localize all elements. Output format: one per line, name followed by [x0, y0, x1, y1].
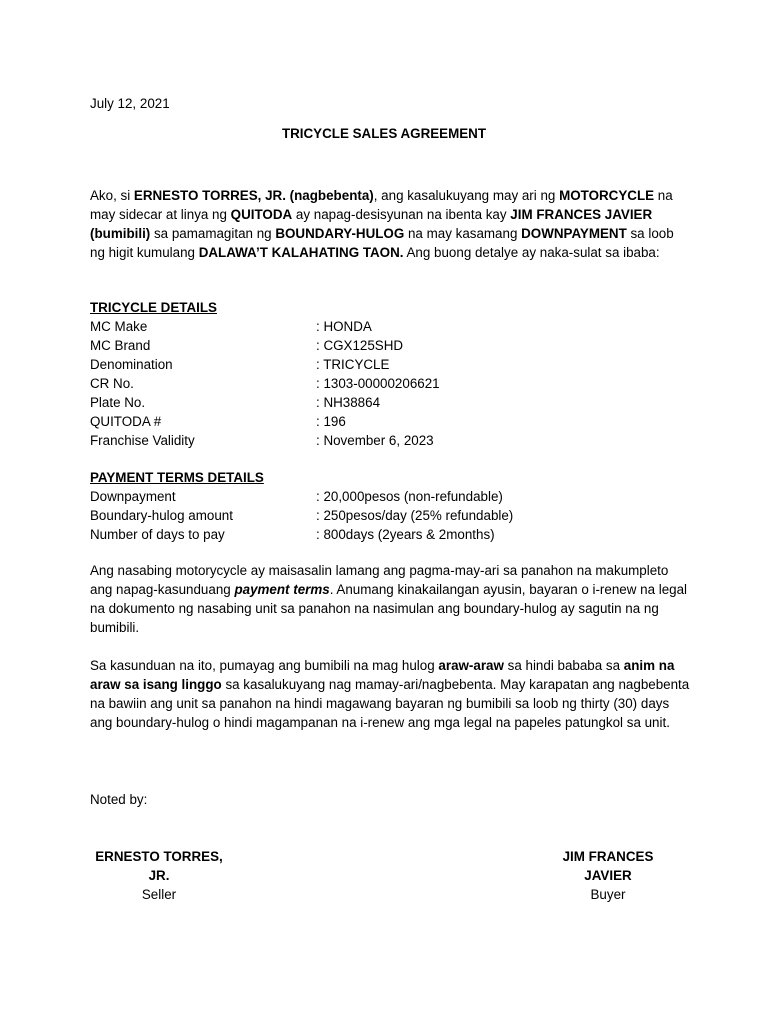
detail-row [90, 355, 690, 374]
detail-value: : HONDA [316, 319, 372, 334]
detail-label: MC Make [90, 319, 148, 334]
detail-row [90, 506, 690, 525]
agreement-paragraph [90, 656, 690, 732]
buyer-signature-block [538, 847, 678, 904]
quitoda-bold: QUITODA [230, 207, 293, 222]
transfer-paragraph [90, 561, 690, 637]
buyer-name-bold: JIM FRANCES JAVIER (bumibili) [90, 207, 653, 241]
intro-text: sa pamamagitan ng [150, 226, 276, 241]
tricycle-details-heading: TRICYCLE DETAILS [90, 300, 217, 315]
detail-value: : 196 [316, 414, 346, 429]
intro-text: na may kasamang [404, 226, 522, 241]
detail-label: Number of days to pay [90, 527, 225, 542]
seller-name: ERNESTO TORRES, JR. [95, 849, 223, 883]
noted-by-label: Noted by: [90, 792, 148, 807]
payment-terms-emphasis: payment terms [234, 582, 330, 597]
detail-value: : 20,000pesos (non-refundable) [316, 489, 503, 504]
seller-signature-block [90, 847, 228, 904]
detail-value: : November 6, 2023 [316, 433, 434, 448]
buyer-name: JIM FRANCES JAVIER [562, 849, 654, 883]
boundary-bold: BOUNDARY-HULOG [275, 226, 405, 241]
duration-bold: DALAWA’T KALAHATING TAON. [198, 245, 404, 260]
detail-row [90, 525, 690, 544]
araw-araw-bold: araw-araw [438, 658, 504, 673]
intro-paragraph [90, 186, 690, 262]
detail-value: : 800days (2years & 2months) [316, 527, 495, 542]
payment-details-heading: PAYMENT TERMS DETAILS [90, 470, 264, 485]
detail-row [90, 412, 690, 431]
detail-row [90, 431, 690, 450]
intro-text: na may sidecar at linya ng [90, 188, 673, 222]
detail-value: : 250pesos/day (25% refundable) [316, 508, 514, 523]
intro-text: sa loob ng higit kumulang [90, 226, 674, 260]
anim-na-araw-bold: anim na araw sa isang linggo [90, 658, 675, 692]
tricycle-details-list [90, 317, 690, 450]
detail-row [90, 487, 690, 506]
detail-label: Plate No. [90, 395, 146, 410]
buyer-role: Buyer [590, 887, 626, 902]
detail-value: : NH38864 [316, 395, 381, 410]
document-date: July 12, 2021 [90, 96, 170, 111]
paragraph-text: Ang nasabing motorycycle ay maisasalin lamang ang pagma-may-ari sa panahon na makumpleto ang napag-kasunduang [90, 563, 669, 597]
downpayment-bold: DOWNPAYMENT [521, 226, 627, 241]
intro-text: , ang kasalukuyang may ari ng [373, 188, 560, 203]
intro-text: ay napag-desisyunan na ibenta kay [292, 207, 511, 222]
detail-value: : TRICYCLE [316, 357, 390, 372]
document-title: TRICYCLE SALES AGREEMENT [281, 126, 487, 141]
paragraph-text: sa kasalukuyang nag mamay-ari/nagbebenta. May karapatan ang nagbebenta na bawiin ang unit sa panahon na hindi magawang bayaran ng bumibili sa loob ng thirty (30) days ang boundary-hulog o hindi magampanan na i-renew ang mga legal na papeles patungkol sa unit. [90, 677, 690, 730]
detail-value: : CGX125SHD [316, 338, 404, 353]
seller-role: Seller [141, 887, 177, 902]
detail-label: Boundary-hulog amount [90, 508, 233, 523]
intro-text: Ang buong detalye ay naka-sulat sa ibaba: [403, 245, 660, 260]
detail-label: QUITODA # [90, 414, 162, 429]
seller-name-bold: ERNESTO TORRES, JR. (nagbebenta) [133, 188, 374, 203]
motorcycle-bold: MOTORCYCLE [559, 188, 655, 203]
detail-row [90, 336, 690, 355]
detail-label: Franchise Validity [90, 433, 195, 448]
payment-details-list [90, 487, 690, 544]
detail-row [90, 393, 690, 412]
detail-label: CR No. [90, 376, 134, 391]
paragraph-text: sa hindi bababa sa [503, 658, 624, 673]
detail-row [90, 317, 690, 336]
detail-label: Denomination [90, 357, 173, 372]
intro-text: Ako, si [90, 188, 134, 203]
detail-value: : 1303-00000206621 [316, 376, 440, 391]
paragraph-text: Sa kasunduan na ito, pumayag ang bumibili na mag hulog [90, 658, 439, 673]
paragraph-text: . Anumang kinakailangan ayusin, bayaran o i-renew na legal na dokumento ng nasabing unit sa panahon na nasimulan ang boundary-hulog ay sagutin na ng bumibili. [90, 582, 688, 635]
detail-label: Downpayment [90, 489, 176, 504]
detail-row [90, 374, 690, 393]
detail-label: MC Brand [90, 338, 151, 353]
